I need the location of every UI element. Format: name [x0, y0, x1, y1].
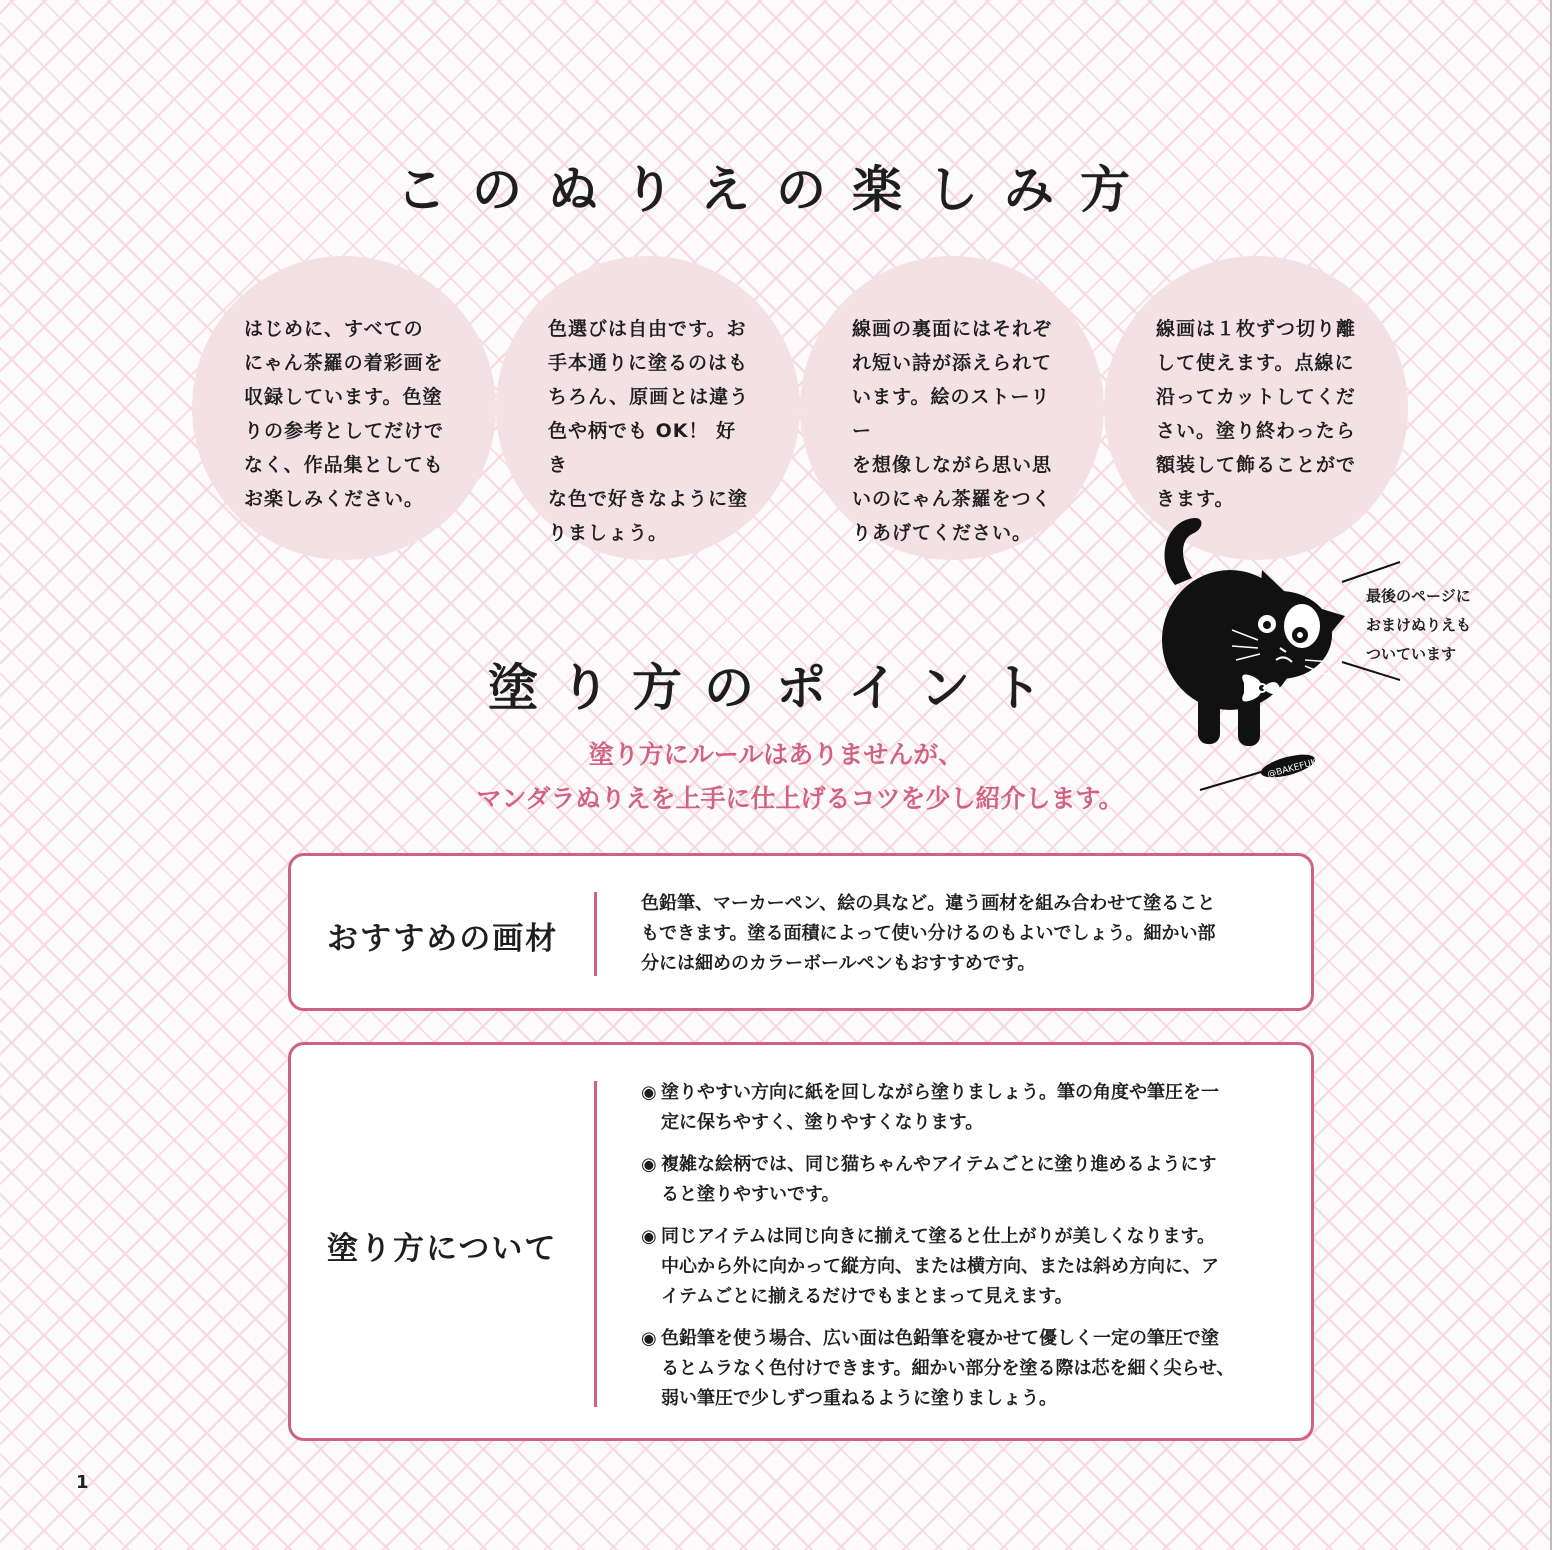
circle-line: して使えます。点線に	[1156, 352, 1355, 374]
circle-line: りあげてください。	[852, 522, 1033, 544]
page-title: このぬりえの楽しみ方	[396, 160, 1156, 219]
tip-item	[641, 1150, 1281, 1210]
circle-line: にゃん茶羅の着彩画を	[244, 352, 444, 374]
circle-line: 収録しています。色塗	[244, 386, 443, 408]
divider	[594, 1081, 597, 1407]
page-number: 1	[76, 1472, 89, 1493]
cat-tag-text: @BAKEFUKO	[1266, 755, 1325, 781]
circle-line: 手本通りに塗るのはも	[548, 352, 749, 374]
materials-text	[641, 889, 1281, 979]
tip-item	[641, 1078, 1281, 1138]
lead-line: 塗り方にルールはありませんが、	[588, 740, 964, 769]
cat-note-line: 最後のページに	[1366, 587, 1471, 605]
intro-circle	[800, 256, 1104, 560]
circle-line: りましょう。	[548, 522, 669, 544]
circle-line: ちろん、原画とは違う	[548, 386, 750, 408]
circle-line: りの参考としてだけで	[244, 420, 445, 442]
materials-line: もできます。塗る面積によって使い分けるのもよいでしょう。細かい部	[641, 923, 1216, 944]
materials-line: 色鉛筆、マーカーペン、絵の具など。違う画材を組み合わせて塗ること	[641, 893, 1216, 914]
method-tips	[641, 1078, 1281, 1426]
circle-line: を想像しながら思い思	[852, 454, 1053, 476]
method-box	[288, 1042, 1314, 1441]
circle-line: いのにゃん茶羅をつく	[852, 488, 1052, 510]
cat-note-line: おまけぬりえも	[1366, 616, 1472, 634]
bullet-icon: ◉	[641, 1226, 657, 1247]
circle-line: 線画は１枚ずつ切り離	[1156, 318, 1357, 340]
bullet-icon: ◉	[641, 1154, 657, 1175]
tip-line: 色鉛筆を使う場合、広い面は色鉛筆を寝かせて優しく一定の筆圧で塗	[661, 1328, 1219, 1349]
circle-line: なく、作品集としても	[244, 454, 444, 476]
tip-line: ると塗りやすいです。	[661, 1184, 840, 1205]
circle-line: 色や柄でも OK！ 好き	[548, 420, 737, 476]
tip-item	[641, 1324, 1281, 1414]
circle-line: さい。塗り終わったら	[1156, 420, 1356, 442]
materials-line: 分には細めのカラーボールペンもおすすめです。	[641, 953, 1036, 974]
section-title: 塗り方のポイント	[488, 658, 1064, 717]
bullet-icon: ◉	[641, 1082, 657, 1103]
lead-line: マンダラぬりえを上手に仕上げるコツを少し紹介します。	[476, 784, 1124, 813]
tip-line: 同じアイテムは同じ向きに揃えて塗ると仕上がりが美しくなります。	[661, 1226, 1216, 1247]
tip-line: 弱い筆圧で少しずつ重ねるように塗りましょう。	[661, 1388, 1057, 1409]
circle-line: います。絵のストーリー	[852, 386, 1051, 442]
circle-line: 額装して飾ることがで	[1156, 454, 1357, 476]
circle-line: 沿ってカットしてくだ	[1156, 386, 1356, 408]
materials-box	[288, 853, 1314, 1011]
tip-line: るとムラなく色付けできます。細かい部分を塗る際は芯を細く尖らせ、	[661, 1358, 1235, 1379]
circle-line: 色選びは自由です。お	[548, 318, 747, 340]
bullet-icon: ◉	[641, 1328, 657, 1349]
circle-line: な色で好きなように塗	[548, 488, 749, 510]
tip-line: 塗りやすい方向に紙を回しながら塗りましょう。筆の角度や筆圧を一	[661, 1082, 1219, 1103]
method-label: 塗り方について	[327, 1231, 558, 1267]
materials-label: おすすめの画材	[327, 921, 559, 957]
cat-note-line: ついています	[1366, 645, 1457, 663]
intro-circle	[496, 256, 800, 560]
intro-circle	[192, 256, 496, 560]
circle-line: お楽しみください。	[244, 488, 425, 510]
tip-line: 中心から外に向かって縦方向、または横方向、または斜め方向に、ア	[661, 1256, 1219, 1277]
circle-line: 線画の裏面にはそれぞ	[852, 318, 1053, 340]
tip-line: 定に保ちやすく、塗りやすくなります。	[661, 1112, 984, 1133]
tip-line: 複雑な絵柄では、同じ猫ちゃんやアイテムごとに塗り進めるようにす	[661, 1154, 1217, 1175]
divider	[594, 892, 597, 976]
tip-item	[641, 1222, 1281, 1312]
tip-line: イテムごとに揃えるだけでもまとまって見えます。	[661, 1286, 1073, 1307]
circle-line: はじめに、すべての	[244, 318, 424, 340]
circle-line: きます。	[1156, 488, 1235, 510]
circle-line: れ短い詩が添えられて	[852, 352, 1053, 374]
